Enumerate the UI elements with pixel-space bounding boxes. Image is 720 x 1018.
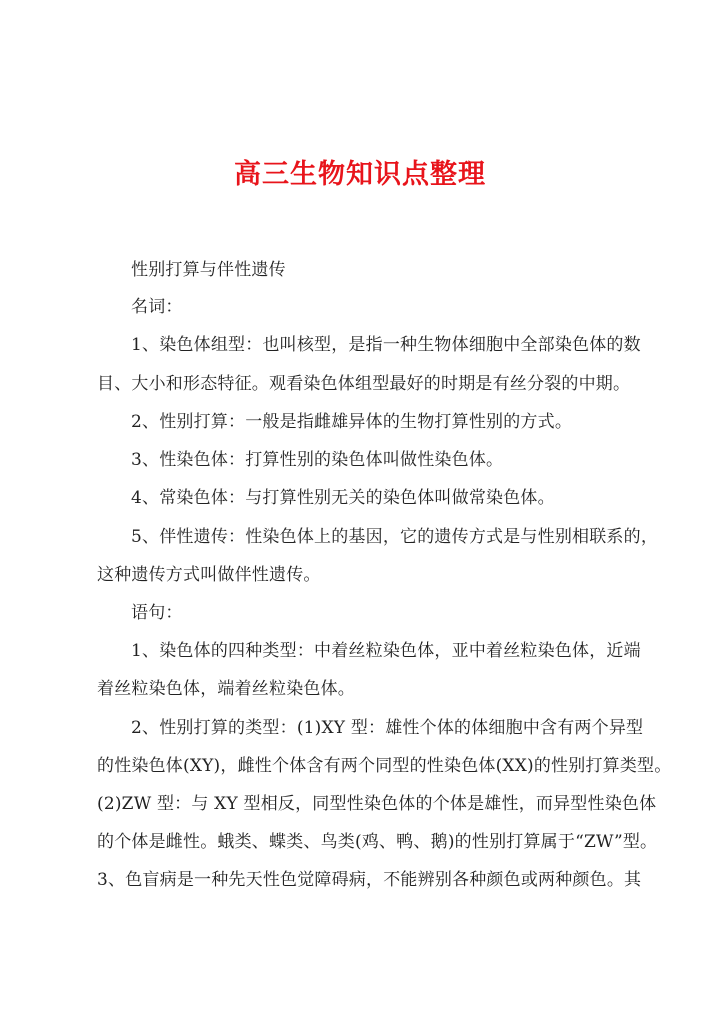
sentences-label: 语句： xyxy=(131,603,183,623)
term-3: 3、性染色体：打算性别的染色体叫做性染色体。 xyxy=(131,450,504,470)
term-5-line-1: 5、伴性遗传：性染色体上的基因，它的遗传方式是与性别相联系的， xyxy=(131,527,659,547)
terms-label: 名词： xyxy=(131,297,183,317)
term-5-line-2: 这种遗传方式叫做伴性遗传。 xyxy=(97,565,321,585)
sentence-1-line-1: 1、染色体的四种类型：中着丝粒染色体，亚中着丝粒染色体，近端 xyxy=(131,641,641,661)
sentence-2-line-1: 2、性别打算的类型：(1)XY 型：雄性个体的体细胞中含有两个异型 xyxy=(131,718,644,738)
term-1-line-2: 目、大小和形态特征。观看染色体组型最好的时期是有丝分裂的中期。 xyxy=(97,374,631,394)
sentence-2-line-4: 的个体是雌性。蛾类、蝶类、鸟类(鸡、鸭、鹅)的性别打算属于“ZW”型。 xyxy=(97,832,658,852)
term-2: 2、性别打算：一般是指雌雄异体的生物打算性别的方式。 xyxy=(131,412,573,432)
document-title: 高三生物知识点整理 xyxy=(234,159,486,190)
term-4: 4、常染色体：与打算性别无关的染色体叫做常染色体。 xyxy=(131,488,555,508)
term-1-line-1: 1、染色体组型：也叫核型，是指一种生物体细胞中全部染色体的数 xyxy=(131,335,641,355)
sentence-1-line-2: 着丝粒染色体，端着丝粒染色体。 xyxy=(97,679,355,699)
section-heading: 性别打算与伴性遗传 xyxy=(131,260,286,280)
sentence-2-line-2: 的性染色体(XY)，雌性个体含有两个同型的性染色体(XX)的性别打算类型。 xyxy=(97,756,672,776)
sentence-3-line-1: 3、色盲病是一种先天性色觉障碍病，不能辨别各种颜色或两种颜色。其 xyxy=(97,870,642,890)
sentence-2-line-3: (2)ZW 型：与 XY 型相反，同型性染色体的个体是雄性，而异型性染色体 xyxy=(97,794,657,814)
